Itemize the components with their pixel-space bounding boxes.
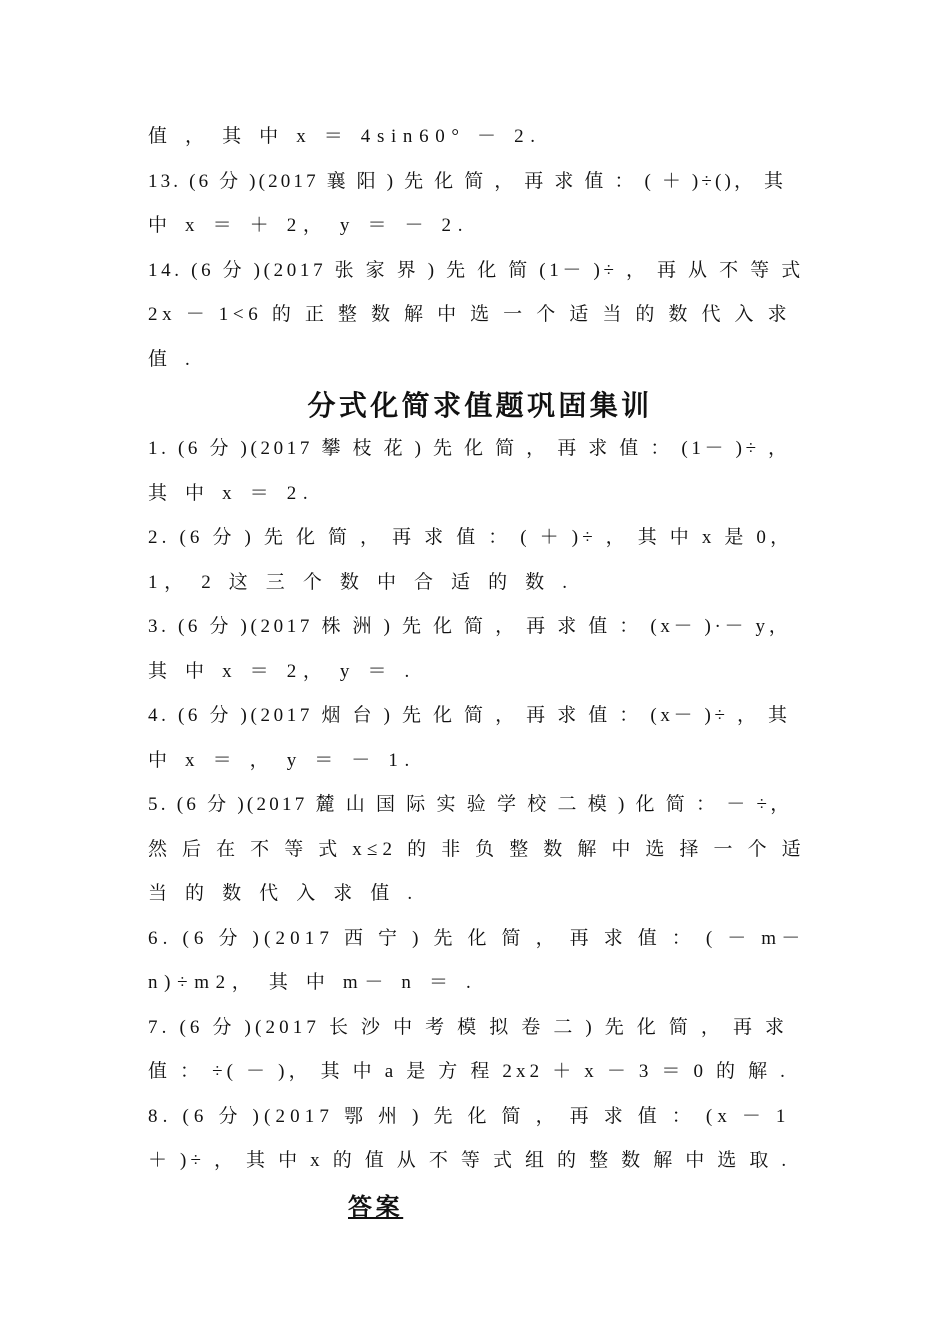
line-6: 值 . bbox=[148, 349, 197, 370]
line-21: 值 ： ÷( － )， 其 中 a 是 方 程 2x2 ＋ x － 3 ＝ 0 的 解 . bbox=[148, 1061, 790, 1082]
line-4: 14. (6 分 )(2017 张 家 界 ) 先 化 简 (1－ )÷ ， 再 从 不 等 式 bbox=[148, 260, 804, 281]
section-title: 分式化简求值题巩固集训 bbox=[307, 389, 653, 422]
line-3: 中 x ＝ ＋ 2， y ＝ － 2. bbox=[148, 215, 470, 236]
line-2: 13. (6 分 )(2017 襄 阳 ) 先 化 简 ， 再 求 值 ： ( ＋ )÷()， 其 bbox=[148, 171, 787, 192]
line-14: 中 x ＝ ， y ＝ － 1. bbox=[148, 750, 416, 771]
line-5: 2x － 1<6 的 正 整 数 解 中 选 一 个 适 当 的 数 代 入 求 bbox=[148, 304, 792, 325]
line-11: 3. (6 分 )(2017 株 洲 ) 先 化 简 ， 再 求 值 ： (x－ )·－ y， bbox=[148, 616, 792, 637]
line-22: 8. (6 分 )(2017 鄂 州 ) 先 化 简 ， 再 求 值 ： (x － 1 bbox=[148, 1106, 791, 1127]
line-19: n)÷m2， 其 中 m－ n ＝ . bbox=[148, 972, 478, 993]
line-10: 1， 2 这 三 个 数 中 合 适 的 数 . bbox=[148, 572, 574, 593]
line-15: 5. (6 分 )(2017 麓 山 国 际 实 验 学 校 二 模 ) 化 简 ： － ÷， bbox=[148, 794, 793, 815]
answer-heading: 答案 bbox=[348, 1193, 404, 1221]
line-13: 4. (6 分 )(2017 烟 台 ) 先 化 简 ， 再 求 值 ： (x－ )÷ ， 其 bbox=[148, 705, 791, 726]
line-16: 然 后 在 不 等 式 x≤2 的 非 负 整 数 解 中 选 择 一 个 适 bbox=[148, 839, 806, 860]
line-8: 其 中 x ＝ 2. bbox=[148, 483, 315, 504]
line-20: 7. (6 分 )(2017 长 沙 中 考 模 拟 卷 二 ) 先 化 简 ， 再 求 bbox=[148, 1017, 789, 1038]
line-17: 当 的 数 代 入 求 值 . bbox=[148, 883, 419, 904]
line-1: 值 ， 其 中 x ＝ 4sin60° － 2. bbox=[148, 126, 542, 147]
line-23: ＋ )÷ ， 其 中 x 的 值 从 不 等 式 组 的 整 数 解 中 选 取 . bbox=[148, 1150, 791, 1171]
line-12: 其 中 x ＝ 2， y ＝ . bbox=[148, 661, 416, 682]
line-18: 6. (6 分 )(2017 西 宁 ) 先 化 简 ， 再 求 值 ： ( － m－ bbox=[148, 928, 806, 949]
line-9: 2. (6 分 ) 先 化 简 ， 再 求 值 ： ( ＋ )÷ ， 其 中 x 是 0， bbox=[148, 527, 794, 548]
line-7: 1. (6 分 )(2017 攀 枝 花 ) 先 化 简 ， 再 求 值 ： (1－ )÷ ， bbox=[148, 438, 791, 459]
